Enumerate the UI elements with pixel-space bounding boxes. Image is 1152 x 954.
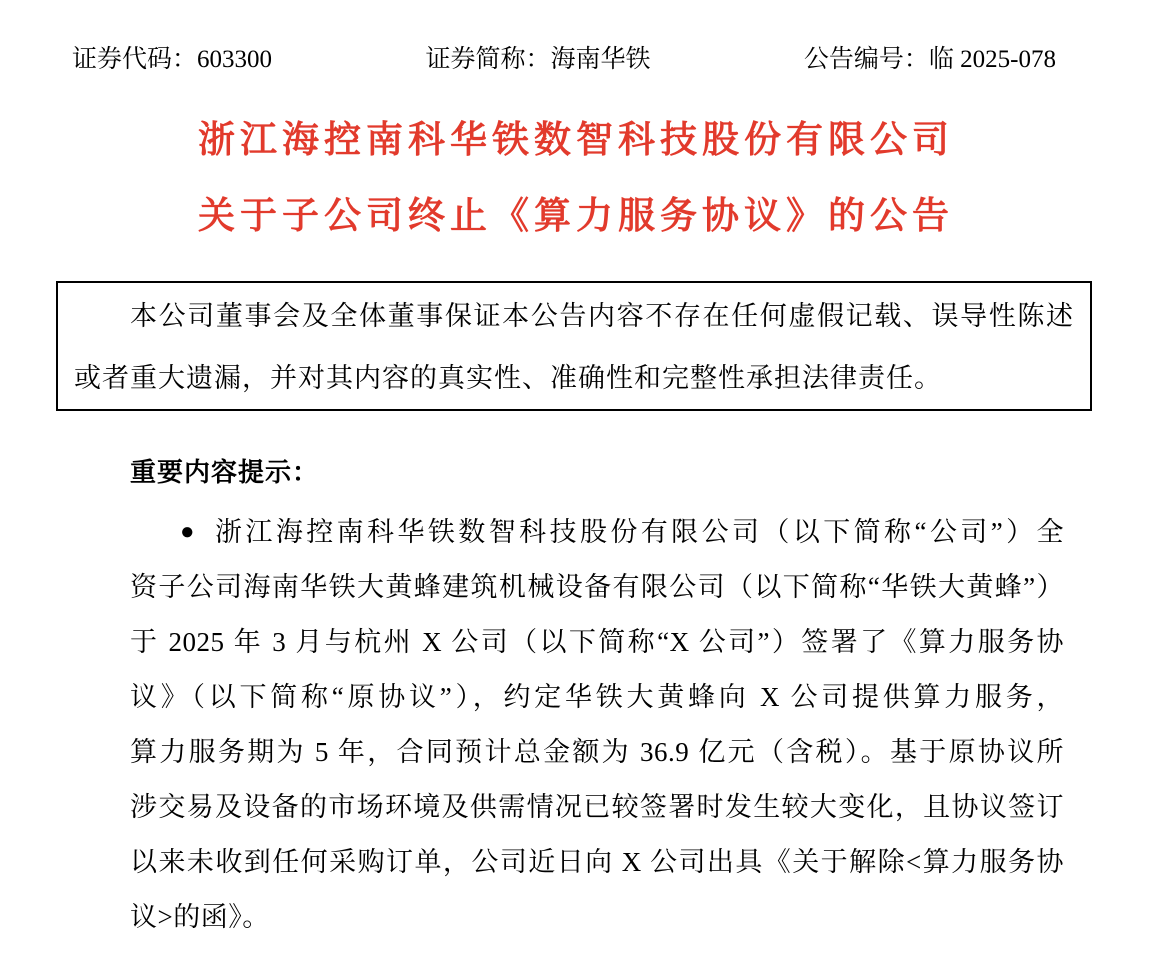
important-notice-heading: 重要内容提示：	[130, 458, 320, 487]
announcement-number-label: 公告编号：	[803, 46, 929, 73]
disclaimer-line: 或者重大遗漏，并对其内容的真实性、准确性和完整性承担法律责任。	[74, 363, 942, 393]
announcement-number	[804, 44, 1056, 75]
paragraph-line: 议》（以下简称“原协议”），约定华铁大黄蜂向 X 公司提供算力服务，	[130, 682, 1064, 712]
paragraph-line: 议>的函》。	[130, 902, 270, 932]
announcement-number-value: 临 2025-078	[928, 46, 1056, 73]
stock-code-label: 证券代码：	[72, 46, 198, 73]
bullet-paragraph	[130, 505, 1064, 945]
paragraph-line: 算力服务期为 5 年，合同预计总金额为 36.9 亿元（含税）。基于原协议所	[130, 737, 1064, 767]
bullet-icon: ●	[180, 519, 195, 545]
stock-code-value: 603300	[197, 46, 273, 73]
disclaimer-line: 本公司董事会及全体董事保证本公告内容不存在任何虚假记载、误导性陈述	[130, 301, 1074, 331]
disclaimer-box	[56, 281, 1092, 411]
paragraph-line: 于 2025 年 3 月与杭州 X 公司（以下简称“X 公司”）签署了《算力服务协	[130, 627, 1064, 657]
paragraph-line: 以来未收到任何采购订单，公司近日向 X 公司出具《关于解除<算力服务协	[130, 847, 1064, 877]
paragraph-line: 资子公司海南华铁大黄蜂建筑机械设备有限公司（以下简称“华铁大黄蜂”）	[130, 572, 1064, 602]
stock-name-value: 海南华铁	[550, 46, 651, 73]
paragraph-line-text: 浙江海控南科华铁数智科技股份有限公司（以下简称“公司”）全	[215, 517, 1064, 547]
stock-code	[72, 44, 272, 75]
document-header	[0, 0, 1152, 75]
paragraph-line	[130, 505, 1064, 560]
page-title-line-1: 浙江海控南科华铁数智科技股份有限公司	[198, 120, 954, 161]
page-title	[0, 103, 1152, 255]
page-title-line-2: 关于子公司终止《算力服务协议》的公告	[198, 196, 954, 237]
stock-name	[425, 44, 650, 75]
stock-name-label: 证券简称：	[425, 46, 551, 73]
paragraph-line: 涉交易及设备的市场环境及供需情况已较签署时发生较大变化，且协议签订	[130, 792, 1064, 822]
